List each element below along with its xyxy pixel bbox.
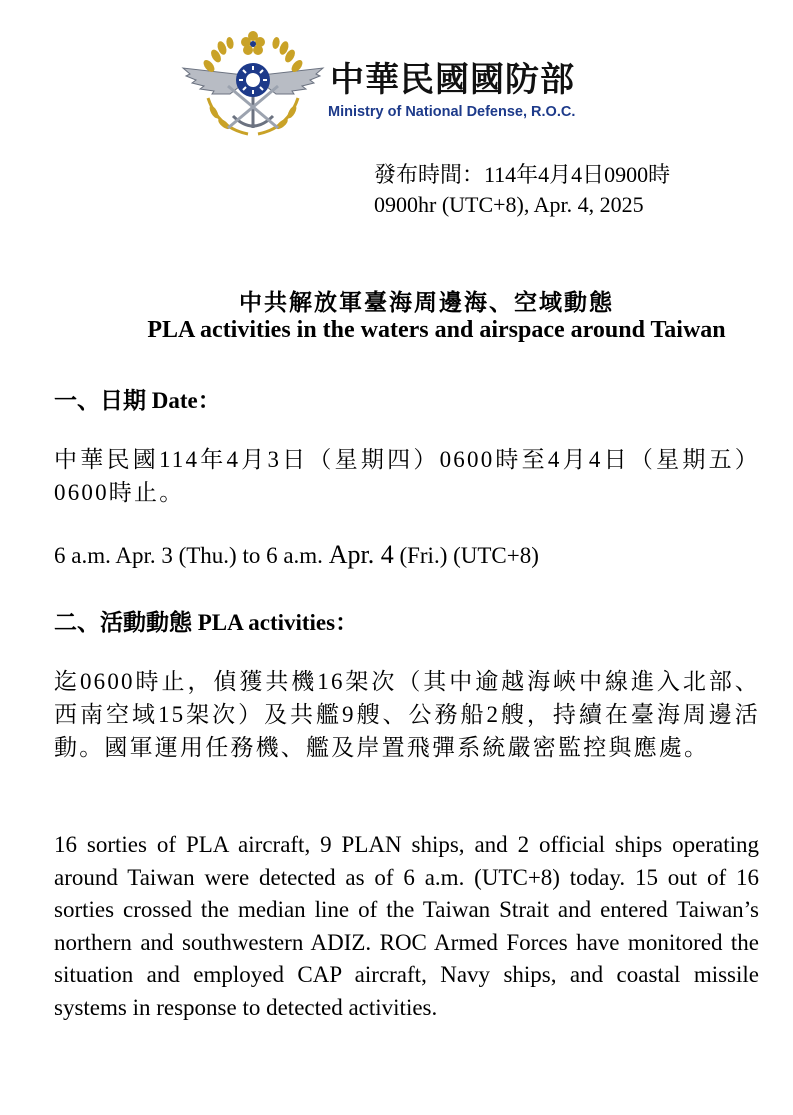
mnd-emblem-icon [178,28,328,140]
date-paragraph-en [54,540,539,570]
org-name-zh: 中華民國國防部 [330,60,575,100]
section-heading-activities: 二、活動動態 PLA activities： [54,610,359,635]
activities-paragraph-zh: 迄0600時止，偵獲共機16架次（其中逾越海峽中線進入北部、西南空域15架次）及共艦9艘、公務船2艘，持續在臺海周邊活動。國軍運用任務機、艦及岸置飛彈系統嚴密監控與應處。 [54,669,760,760]
date-paragraph-zh: 中華民國114年4月3日（星期四）0600時至4月4日（星期五）0600時止。 [54,447,760,505]
date-en-part3: (Fri.) (UTC+8) [393,543,539,568]
page-title-en: PLA activities in the waters and airspace around Taiwan [147,317,726,343]
release-time-zh: 發布時間：114年4月4日0900時 [374,162,671,187]
activities-paragraph-en: 16 sorties of PLA aircraft, 9 PLAN ships, and 2 official ships operating around Taiwan were detected as of 6 a.m. (UTC+8) today. 15 out of 16 sorties crossed the median line of the Taiwan Strait and entered Taiwan’s northern and southwestern ADIZ. ROC Armed Forces have monitored the situation and employed CAP aircraft, Navy ships, and coastal missile systems in response to detected activities. [54,832,759,1020]
section-heading-date: 一、日期 Date： [54,388,221,413]
org-name-en: Ministry of National Defense, R.O.C. [328,104,576,120]
release-time-en: 0900hr (UTC+8), Apr. 4, 2025 [374,192,644,217]
page-title-zh: 中共解放軍臺海周邊海、空域動態 [239,290,614,315]
date-en-part1: 6 a.m. Apr. 3 (Thu.) to 6 a.m. [54,543,329,568]
date-en-part2: Apr. 4 [328,540,394,569]
